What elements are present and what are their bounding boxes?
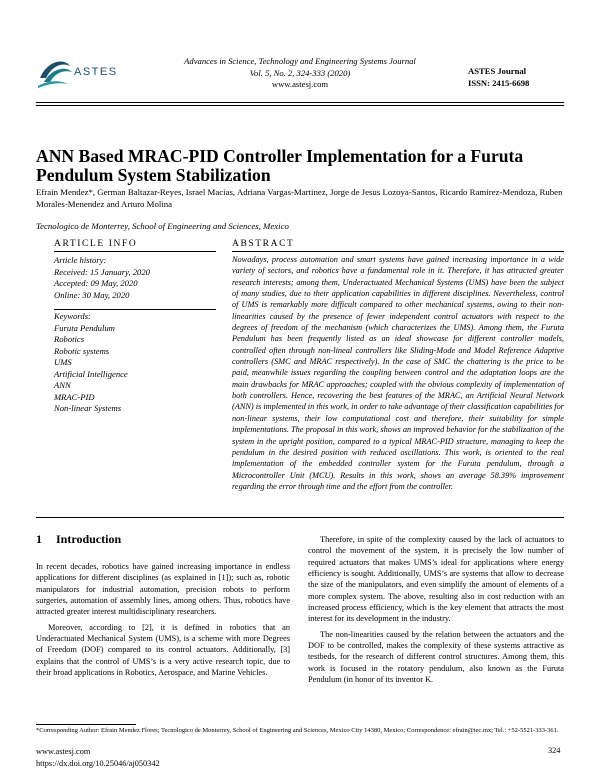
online-date: Online: 30 May, 2020: [54, 289, 130, 300]
page-number: 324: [548, 746, 561, 755]
abstract-rule: [232, 251, 564, 252]
journal-issn: ISSN: 2415-6698: [468, 77, 530, 88]
paper-authors: Efrain Mendez*, German Baltazar-Reyes, Israel Macias, Adriana Vargas-Martinez, Jorge de Jesus Lozoya-Santos, Ricardo Ramirez-Mendoza, Ruben Morales-Menendez and Arturo Molina: [36, 187, 563, 210]
section-number: 1: [36, 532, 42, 546]
journal-issn-box: [468, 66, 570, 89]
body-paragraph: Moreover, according to [2], it is defined in robotics that an Underactuated Mechanical System (UMS), is a scheme with more Degrees of Freedom (DOF) compared to its control actuators. Additionally, [3] explains that the control of UMS’s is a very active research topic, due to their broad applications in Robotics, Aerospace, and Marine Vehicles.: [36, 622, 290, 678]
section-heading: [36, 532, 121, 547]
journal-url[interactable]: www.astesj.com: [271, 79, 329, 89]
journal-header: [150, 56, 450, 91]
accepted-date: Accepted: 09 May, 2020: [54, 278, 138, 288]
astes-logo: [36, 52, 126, 92]
footnote: *Corresponding Author: Efrain Mendez Flores; Tecnologico de Monterrey, School of Engineering and Sciences, Mexico City 14380, Mexico; Correspondence: efrain@tec.mx; Tel.: +52-5521-333-361.: [36, 727, 559, 734]
body-paragraph: Therefore, in spite of the complexity caused by the lack of actuators to control the movement of the system, it is precisely the low number of required actuators that makes UMS’s ideal for applications where energy efficiency is sought. Additionally, UMS’s are systems that allow to decrease the size of the manipulators, and even simplify the amount of elements of a more complex system. The above, resulting also in cost reduction with an increased process efficiency, which is the key element that attracts the most interest for its development in the industry.: [308, 535, 564, 624]
keyword-item: ANN: [54, 380, 71, 390]
footer-doi[interactable]: https://dx.doi.org/10.25046/aj050342: [36, 758, 160, 768]
keyword-item: Robotics: [54, 334, 85, 344]
article-info-heading: ARTICLE INFO: [54, 239, 138, 249]
body-column-left: [36, 561, 290, 678]
journal-name: Advances in Science, Technology and Engineering Systems Journal: [184, 56, 416, 66]
keyword-item: UMS: [54, 357, 72, 367]
journal-box-title: ASTES Journal: [468, 66, 527, 76]
keywords-label: Keywords:: [54, 311, 91, 321]
history-label: Article history:: [54, 255, 107, 265]
page-footer: [36, 746, 160, 769]
header-rule-top: [36, 102, 564, 103]
footnote-rule: [36, 724, 136, 725]
footer-url[interactable]: www.astesj.com: [36, 747, 91, 756]
journal-volume: Vol. 5, No. 2, 324-333 (2020): [249, 67, 351, 78]
paper-title: ANN Based MRAC-PID Controller Implementation for a Furuta Pendulum System Stabilization: [36, 146, 524, 185]
abstract-text: Nowadays, process automation and smart systems have gained increasing importance in a wide variety of sectors, and robotics have a fundamental role in it. Therefore, it has attracted greater research interests; among them, Underactuated Mechanical Systems (UMS) have been the subject of many studies, due to their application capabilities in different disciplines. Nevertheless, control of UMS is remarkably more difficult compared to other mechanical systems, owing to their non-linearities caused by the presence of fewer independent control actuators with respect to the degrees of freedom of the mechanism (which characterizes the UMS). Among them, the Furuta Pendulum has been frequently listed as an ideal showcase for different controller models, controlled often through non-lineal controllers like Sliding-Mode and Model Reference Adaptive controllers (SMC and MRAC respectively). In the case of SMC the chattering is the price to be paid, meanwhile issues regarding the coupling between control and the adaptation loops are the main drawbacks for MRAC approaches; coupled with the obvious complexity of implementation of both controllers. Hence, recovering the best features of the MRAC, an Artificial Neural Network (ANN) is implemented in this work, in order to take advantage of their classification capabilities for non-linear systems, their low computational cost and therefore, their suitability for simple implementations. The proposal in this work, shows an improved behavior for the stabilization of the system in the upright position, compared to a typical MRAC-PID structure, managing to keep the pendulum in the desired position with reduced oscillations. This work, is oriented to the real implementation of the embedded controller system for the Furuta pendulum, through a Microcontroller Unit (MCU). Results in this work, shows an average 58.39% improvement regarding the error through time and the effort from the controller.: [232, 255, 564, 491]
article-info: [54, 255, 214, 415]
abstract-bottom-rule: [36, 517, 564, 518]
body-column-right: [308, 534, 564, 685]
keyword-item: Artificial Intelligence: [54, 368, 128, 379]
keywords-rule: [54, 309, 216, 310]
keyword-item: Robotic systems: [54, 345, 110, 356]
received-date: Received: 15 January, 2020: [54, 266, 150, 277]
abstract-heading: ABSTRACT: [232, 239, 295, 249]
logo-text: ASTES: [74, 66, 118, 78]
header-rule-bottom: [36, 105, 564, 106]
article-info-rule: [54, 251, 216, 252]
body-paragraph: In recent decades, robotics have gained increasing importance in endless applications for different disciplines (as explained in [1]); such as, robotic manipulators for industrial automation, precision robots to perform surgeries, automation of assembly lines, among others. Thus, robotics have attracted greater interest multidisciplinary researchers.: [36, 562, 290, 617]
keyword-item: Non-linear Systems: [54, 403, 122, 413]
keyword-item: Furuta Pendulum: [54, 322, 115, 333]
paper-affiliation: Tecnologico de Monterrey, School of Engineering and Sciences, Mexico: [36, 221, 289, 231]
keyword-item: MRAC-PID: [54, 391, 95, 402]
section-title: Introduction: [56, 532, 122, 546]
body-paragraph: The non-linearities caused by the relation between the actuators and the DOF to be controlled, makes the complexity of these systems attractive as testbeds, for the research of different control structures. Among them, this work is focused in the rotatory pendulum, also known as the Furuta Pendulum (in honor of its inventor K.: [308, 629, 564, 685]
